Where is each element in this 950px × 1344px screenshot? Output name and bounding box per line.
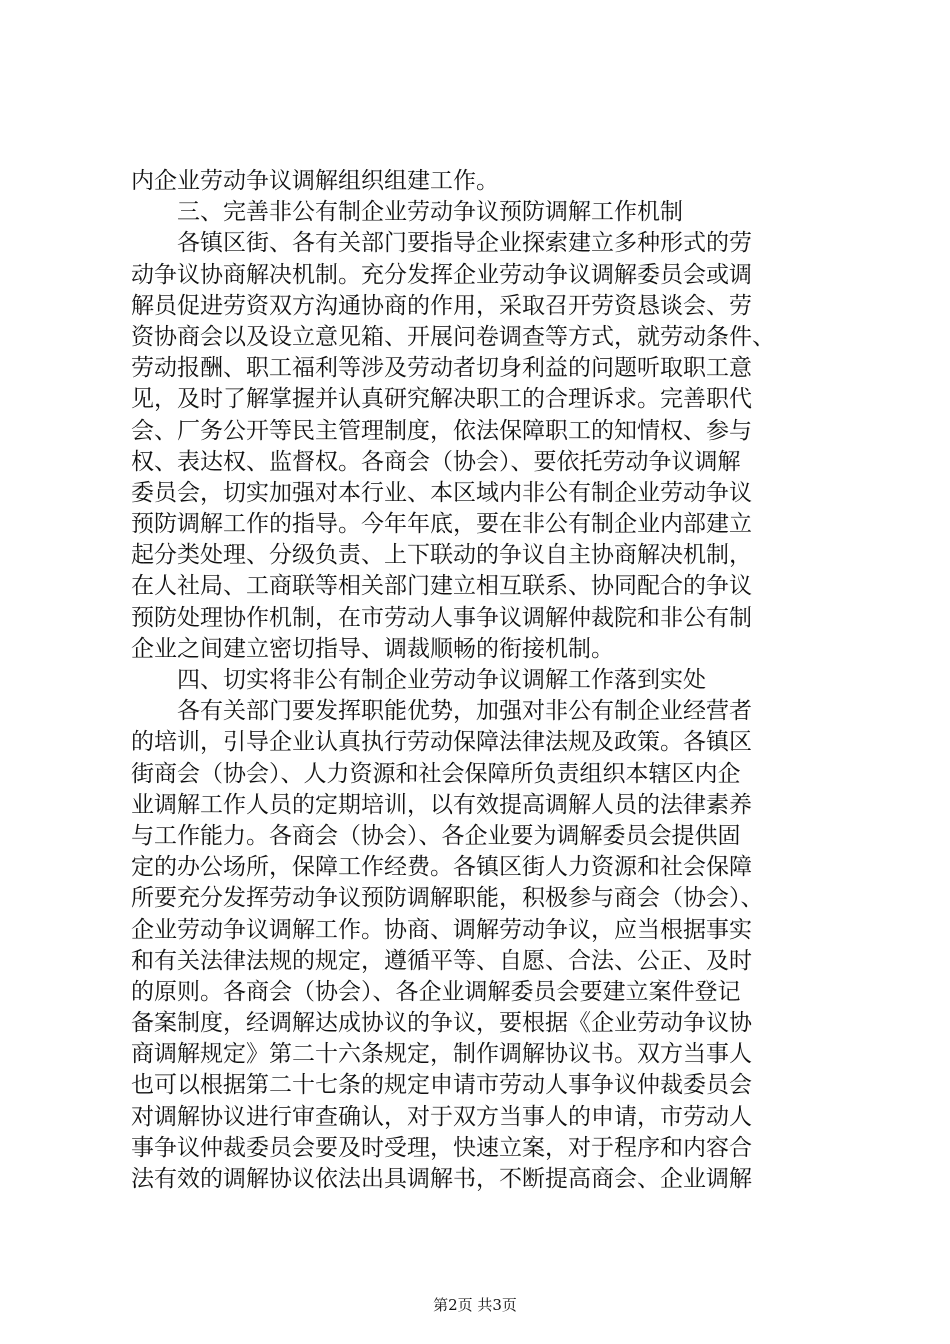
text-line: 的培训，引导企业认真执行劳动保障法律法规及政策。各镇区 (131, 729, 752, 756)
text-line: 在人社局、工商联等相关部门建立相互联系、协同配合的争议 (131, 573, 752, 600)
text-line: 商调解规定》第二十六条规定，制作调解协议书。双方当事人 (131, 1041, 752, 1068)
text-line: 起分类处理、分级负责、上下联动的争议自主协商解决机制， (131, 542, 752, 569)
text-line: 预防调解工作的指导。今年年底，要在非公有制企业内部建立 (131, 511, 752, 538)
text-line: 委员会，切实加强对本行业、本区域内非公有制企业劳动争议 (131, 479, 752, 506)
document-body (131, 166, 851, 1195)
text-line: 会、厂务公开等民主管理制度，依法保障职工的知情权、参与 (131, 417, 752, 444)
text-line: 法有效的调解协议依法出具调解书，不断提高商会、企业调解 (131, 1166, 752, 1192)
text-line: 也可以根据第二十七条的规定申请市劳动人事争议仲裁委员会 (131, 1072, 752, 1099)
text-line: 定的办公场所，保障工作经费。各镇区街人力资源和社会保障 (131, 854, 752, 881)
text-line: 劳动报酬、职工福利等涉及劳动者切身利益的问题听取职工意 (131, 355, 752, 382)
page-footer: 第2页 共3页 (433, 1296, 517, 1314)
text-line: 各有关部门要发挥职能优势，加强对非公有制企业经营者 (177, 698, 752, 725)
text-line: 和有关法律法规的规定，遵循平等、自愿、合法、公正、及时 (131, 947, 752, 974)
text-line: 所要充分发挥劳动争议预防调解职能，积极参与商会（协会）、 (131, 885, 764, 912)
text-line: 三、完善非公有制企业劳动争议预防调解工作机制 (177, 199, 683, 226)
text-line: 解员促进劳资双方沟通协商的作用，采取召开劳资恳谈会、劳 (131, 292, 752, 319)
text-line: 业调解工作人员的定期培训，以有效提高调解人员的法律素养 (131, 791, 752, 818)
text-line: 对调解协议进行审查确认，对于双方当事人的申请，市劳动人 (131, 1103, 752, 1130)
text-line: 企业劳动争议调解工作。协商、调解劳动争议，应当根据事实 (131, 916, 752, 943)
text-line: 权、表达权、监督权。各商会（协会）、要依托劳动争议调解 (131, 448, 741, 475)
text-line: 四、切实将非公有制企业劳动争议调解工作落到实处 (177, 667, 706, 693)
text-line: 企业之间建立密切指导、调裁顺畅的衔接机制。 (131, 635, 614, 662)
text-line: 动争议协商解决机制。充分发挥企业劳动争议调解委员会或调 (131, 261, 752, 288)
text-line: 各镇区街、各有关部门要指导企业探索建立多种形式的劳 (177, 230, 752, 257)
text-line: 与工作能力。各商会（协会）、各企业要为调解委员会提供固 (131, 822, 741, 849)
text-line: 预防处理协作机制，在市劳动人事争议调解仲裁院和非公有制 (131, 604, 752, 631)
text-line: 内企业劳动争议调解组织组建工作。 (131, 168, 499, 194)
text-line: 备案制度，经调解达成协议的争议，要根据《企业劳动争议协 (131, 1010, 752, 1037)
text-line: 的原则。各商会（协会）、各企业调解委员会要建立案件登记 (131, 978, 741, 1005)
text-line: 街商会（协会）、人力资源和社会保障所负责组织本辖区内企 (131, 760, 741, 787)
text-line: 事争议仲裁委员会要及时受理，快速立案，对于程序和内容合 (131, 1134, 752, 1161)
text-line: 资协商会以及设立意见箱、开展问卷调查等方式，就劳动条件、 (131, 323, 775, 350)
text-line: 见，及时了解掌握并认真研究解决职工的合理诉求。完善职代 (131, 386, 752, 413)
